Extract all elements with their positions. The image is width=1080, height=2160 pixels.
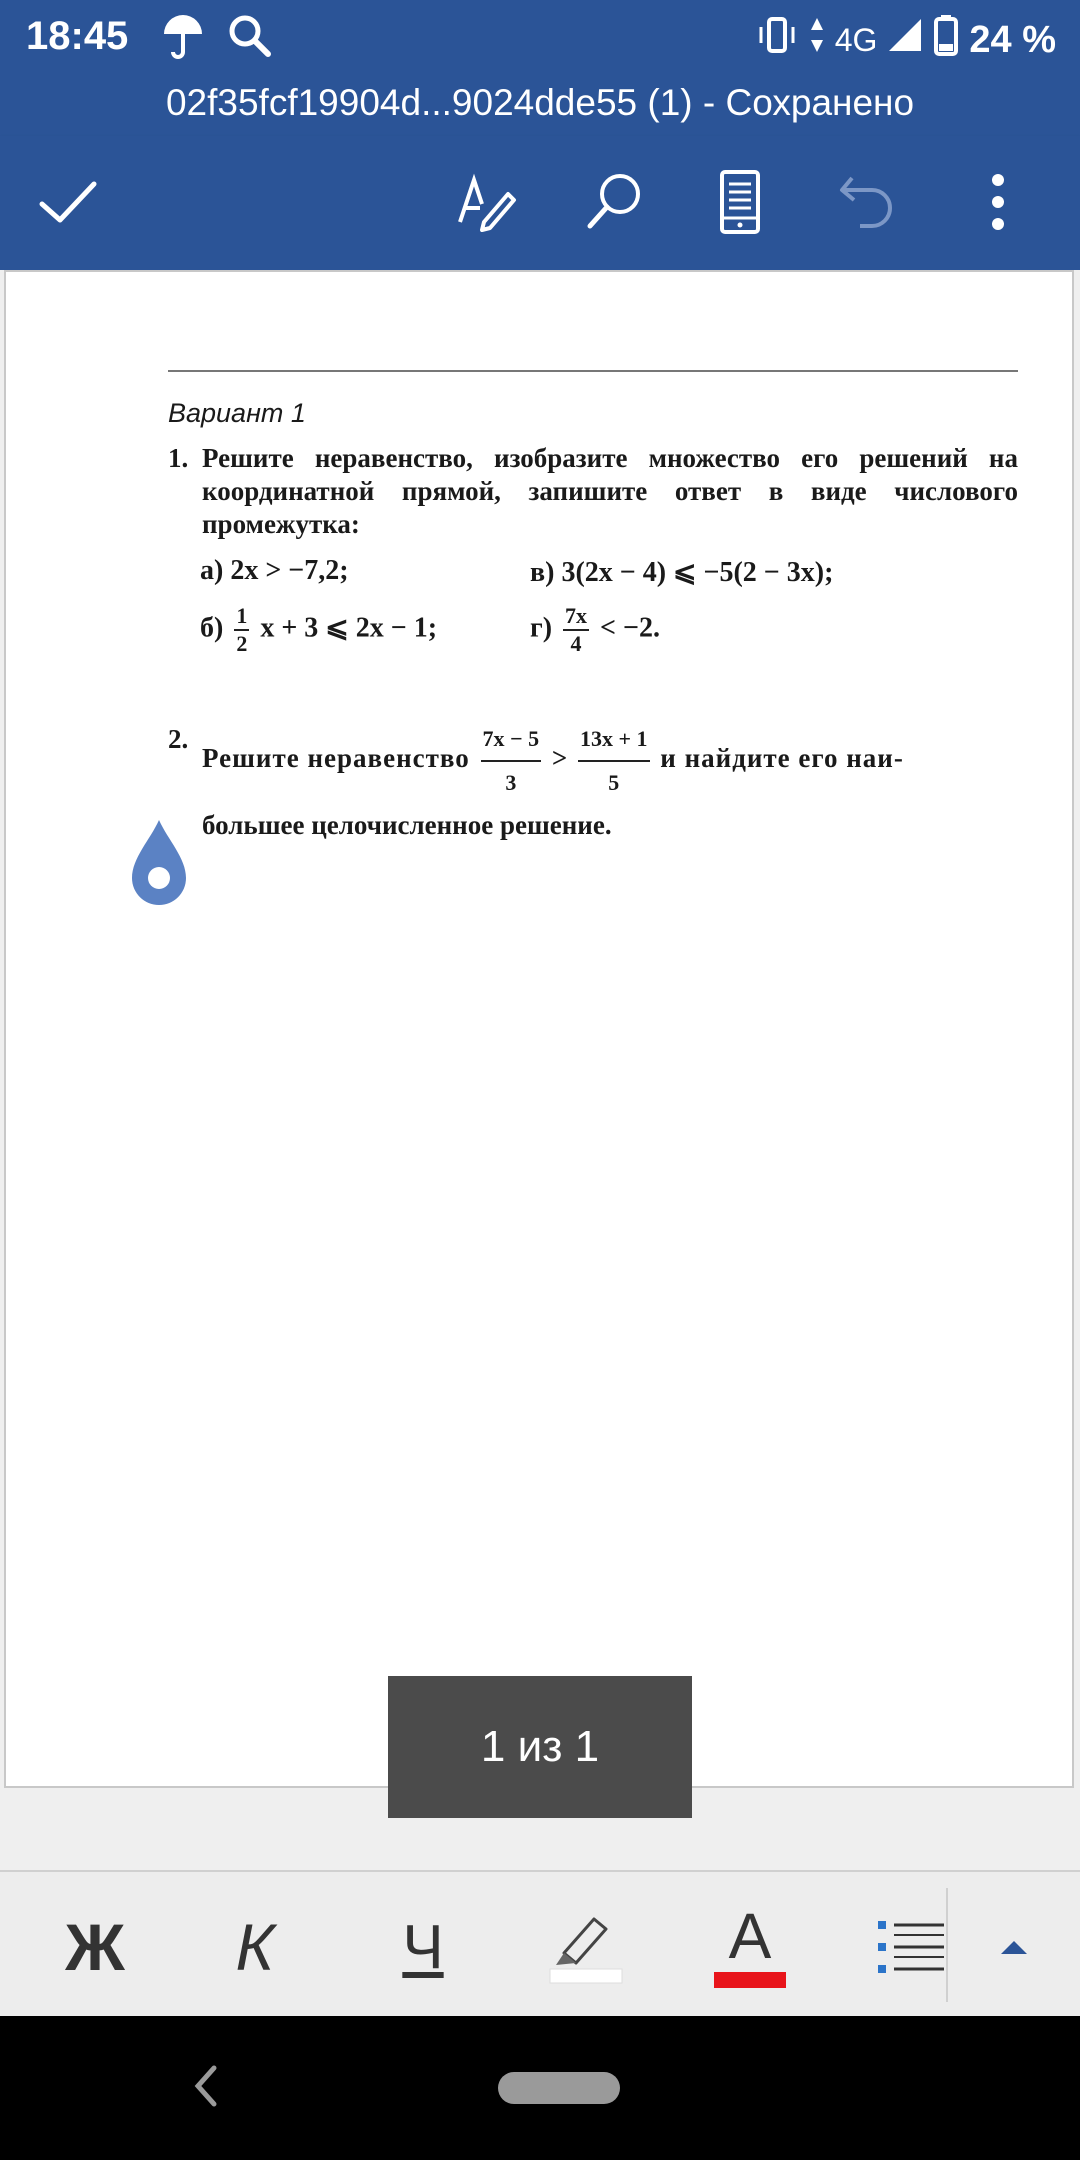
cursor-handle[interactable] <box>130 818 188 911</box>
draw-button[interactable] <box>450 166 522 238</box>
battery-level: 24 % <box>969 18 1056 61</box>
status-time: 18:45 <box>26 14 129 58</box>
highlight-button[interactable] <box>546 1892 626 2002</box>
item-a: а) 2x > −7,2; <box>200 555 349 586</box>
draw-pen-icon <box>454 170 518 234</box>
fraction-denominator: 2 <box>236 631 248 656</box>
font-color-swatch <box>714 1972 786 1988</box>
search-icon <box>226 12 274 65</box>
item-b <box>200 603 437 657</box>
task-2 <box>168 718 1018 846</box>
umbrella-icon <box>160 12 206 65</box>
fraction-numerator: 7x − 5 <box>481 718 542 762</box>
search-icon <box>582 170 646 234</box>
underline-button[interactable]: Ч <box>402 1912 444 1982</box>
item-g-fraction <box>563 603 589 657</box>
more-options-icon <box>983 170 1013 234</box>
font-color-button[interactable] <box>710 1892 790 2002</box>
find-button[interactable] <box>578 166 650 238</box>
fraction-numerator: 7x <box>563 603 589 631</box>
done-button[interactable] <box>32 166 104 238</box>
task-2-line-2: большее целочисленное решение. <box>202 810 612 840</box>
task-2-line-1 <box>202 718 1018 804</box>
bold-button[interactable]: Ж <box>65 1910 125 1984</box>
task-1-number: 1. <box>168 443 189 473</box>
scanned-image <box>160 360 1020 840</box>
fraction-denominator: 4 <box>570 631 582 656</box>
format-bar <box>0 1870 1080 2018</box>
back-button[interactable] <box>190 2062 220 2115</box>
task-2-pre: Решите неравенство <box>202 743 470 774</box>
undo-button[interactable] <box>832 166 904 238</box>
task-2-post: и найдите его наи- <box>660 743 904 774</box>
undo-icon <box>836 170 900 234</box>
item-g <box>530 603 660 657</box>
network-type: 4G <box>834 21 878 58</box>
more-options-button[interactable] <box>962 166 1034 238</box>
title-bar <box>0 72 1080 136</box>
document-title: 02f35fcf19904d...9024dde55 (1) - Сохранено <box>165 82 915 123</box>
item-g-rest: < −2. <box>600 612 660 644</box>
item-g-label: г) <box>530 612 553 644</box>
separator <box>946 1888 948 2002</box>
mobile-view-button[interactable] <box>704 166 776 238</box>
task-2-operator: > <box>551 743 568 774</box>
task-2-fraction-2 <box>578 718 650 804</box>
item-b-fraction <box>234 603 249 657</box>
expand-ribbon-button[interactable] <box>990 1892 1038 2002</box>
task-1 <box>168 442 1018 541</box>
fraction-numerator: 1 <box>234 603 249 631</box>
caret-up-icon <box>999 1938 1029 1956</box>
fraction-numerator: 13x + 1 <box>578 718 650 762</box>
cursor-drop-icon <box>130 818 188 906</box>
font-color-letter: A <box>728 1900 772 1972</box>
signal-icon <box>887 17 923 63</box>
system-nav-bar <box>0 2016 1080 2160</box>
mobile-view-icon <box>708 170 772 234</box>
vibrate-icon <box>755 15 799 65</box>
italic-button[interactable]: К <box>235 1910 275 1984</box>
horizontal-rule <box>168 370 1018 372</box>
task-1-text: Решите неравенство, изобразите множество его решений на координатной прямой, запишите ответ в виде числового промежутка: <box>202 443 1018 539</box>
item-v: в) 3(2x − 4) ⩽ −5(2 − 3x); <box>530 557 834 588</box>
page-indicator: 1 из 1 <box>388 1676 692 1818</box>
item-b-rest: x + 3 ⩽ 2x − 1; <box>260 612 438 644</box>
data-arrows-icon <box>809 16 825 64</box>
home-pill[interactable] <box>498 2072 620 2104</box>
bulleted-list-icon <box>876 1915 946 1979</box>
checkmark-icon <box>36 170 100 234</box>
task-2-fraction-1 <box>481 718 542 804</box>
fraction-denominator: 5 <box>608 770 620 795</box>
fraction-denominator: 3 <box>505 770 517 795</box>
status-bar <box>0 0 1080 72</box>
item-b-label: б) <box>200 612 224 644</box>
battery-icon <box>933 14 959 66</box>
list-button[interactable] <box>874 1892 948 2002</box>
task-2-number: 2. <box>168 724 189 754</box>
status-right <box>755 14 1056 66</box>
app-toolbar <box>0 136 1080 270</box>
variant-heading: Вариант 1 <box>168 398 306 428</box>
highlighter-icon <box>546 1909 626 1985</box>
back-chevron-icon <box>190 2062 220 2110</box>
